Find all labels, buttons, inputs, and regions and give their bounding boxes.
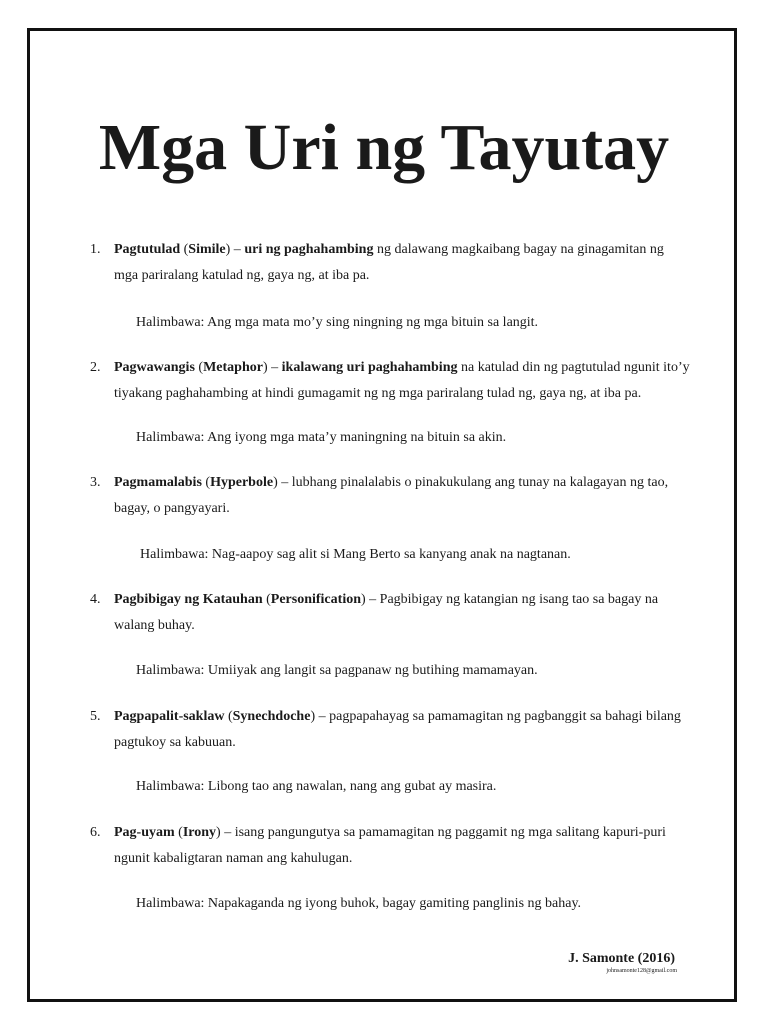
list-item-metaphor [90,355,690,407]
item-example: Halimbawa: Ang mga mata mo’y sing ningning ng mga bituin sa langit. [136,315,539,330]
item-term: Pagmamalabis [114,475,202,490]
author-credit: J. Samonte (2016) [568,951,675,966]
list-item-synechdoche [90,704,690,756]
paren-open: ( [224,709,233,724]
item-bold-phrase: ikalawang uri paghahambing [281,360,458,375]
paren-open: ( [194,360,204,375]
paren-open: ( [262,592,271,607]
item-number: 1. [90,242,101,257]
item-number: 2. [90,360,101,375]
list-item-simile [90,237,690,289]
item-description: pagpapahayag sa pamamagitan ng pagbanggit sa bahagi bilang pagtukoy sa kabuuan. [114,709,681,750]
item-number: 3. [90,475,101,490]
list-item-irony [90,820,690,872]
paren-close: ) – [216,825,235,840]
paren-open: ( [180,242,189,257]
paren-close: ) – [273,475,292,490]
item-english: Hyperbole [210,475,274,490]
paren-open: ( [201,475,211,490]
item-description: ng dalawang magkaibang bagay na ginagamitan ng mga pariralang katulad ng, gaya ng, at iba pa. [114,242,664,283]
item-number: 6. [90,825,101,840]
item-description: Pagbibigay ng katangian ng isang tao sa bagay na walang buhay. [114,592,659,633]
item-example: Halimbawa: Umiiyak ang langit sa pagpanaw ng butihing mamamayan. [136,663,538,678]
item-number: 4. [90,592,101,607]
paren-close: ) – [225,242,245,257]
item-description: lubhang pinalalabis o pinakukulang ang tunay na kalagayan ng tao, bagay, o pangyayari. [114,475,669,516]
item-english: Personification [270,592,361,607]
author-email: johnsamonte128@gmail.com [606,968,677,974]
item-english: Metaphor [203,360,263,375]
list-item-personification [90,587,690,639]
item-example: Halimbawa: Napakaganda ng iyong buhok, bagay gamiting panglinis ng bahay. [136,896,582,911]
paren-close: ) – [310,709,330,724]
item-number: 5. [90,709,101,724]
item-example: Halimbawa: Libong tao ang nawalan, nang ang gubat ay masira. [136,779,497,794]
item-term: Pagbibigay ng Katauhan [114,592,263,607]
item-bold-phrase: uri ng paghahambing [244,242,374,257]
item-example: Halimbawa: Nag-aapoy sag alit si Mang Berto sa kanyang anak na nagtanan. [140,547,571,562]
paren-close: ) – [262,360,282,375]
item-english: Irony [182,825,217,840]
page-title: Mga Uri ng Tayutay [98,111,670,184]
list-item-hyperbole [90,470,690,522]
item-english: Simile [188,242,226,257]
item-term: Pagpapalit-saklaw [114,709,225,724]
item-description: isang pangungutya sa pamamagitan ng paggamit ng mga salitang kapuri-puri ngunit kabaligtaran naman ang kahulugan. [114,825,666,866]
item-example: Halimbawa: Ang iyong mga mata’y maningning na bituin sa akin. [136,430,507,445]
item-term: Pagwawangis [114,360,195,375]
item-english: Synechdoche [232,709,311,724]
paren-close: ) – [361,592,380,607]
item-description: na katulad din ng pagtutulad ngunit ito’y tiyakang paghahambing at hindi gumagamit ng ng mga pariralang tulad ng, gaya ng, at iba pa. [114,360,690,401]
item-term: Pagtutulad [114,242,181,257]
item-term: Pag-uyam [114,825,175,840]
paren-open: ( [174,825,183,840]
